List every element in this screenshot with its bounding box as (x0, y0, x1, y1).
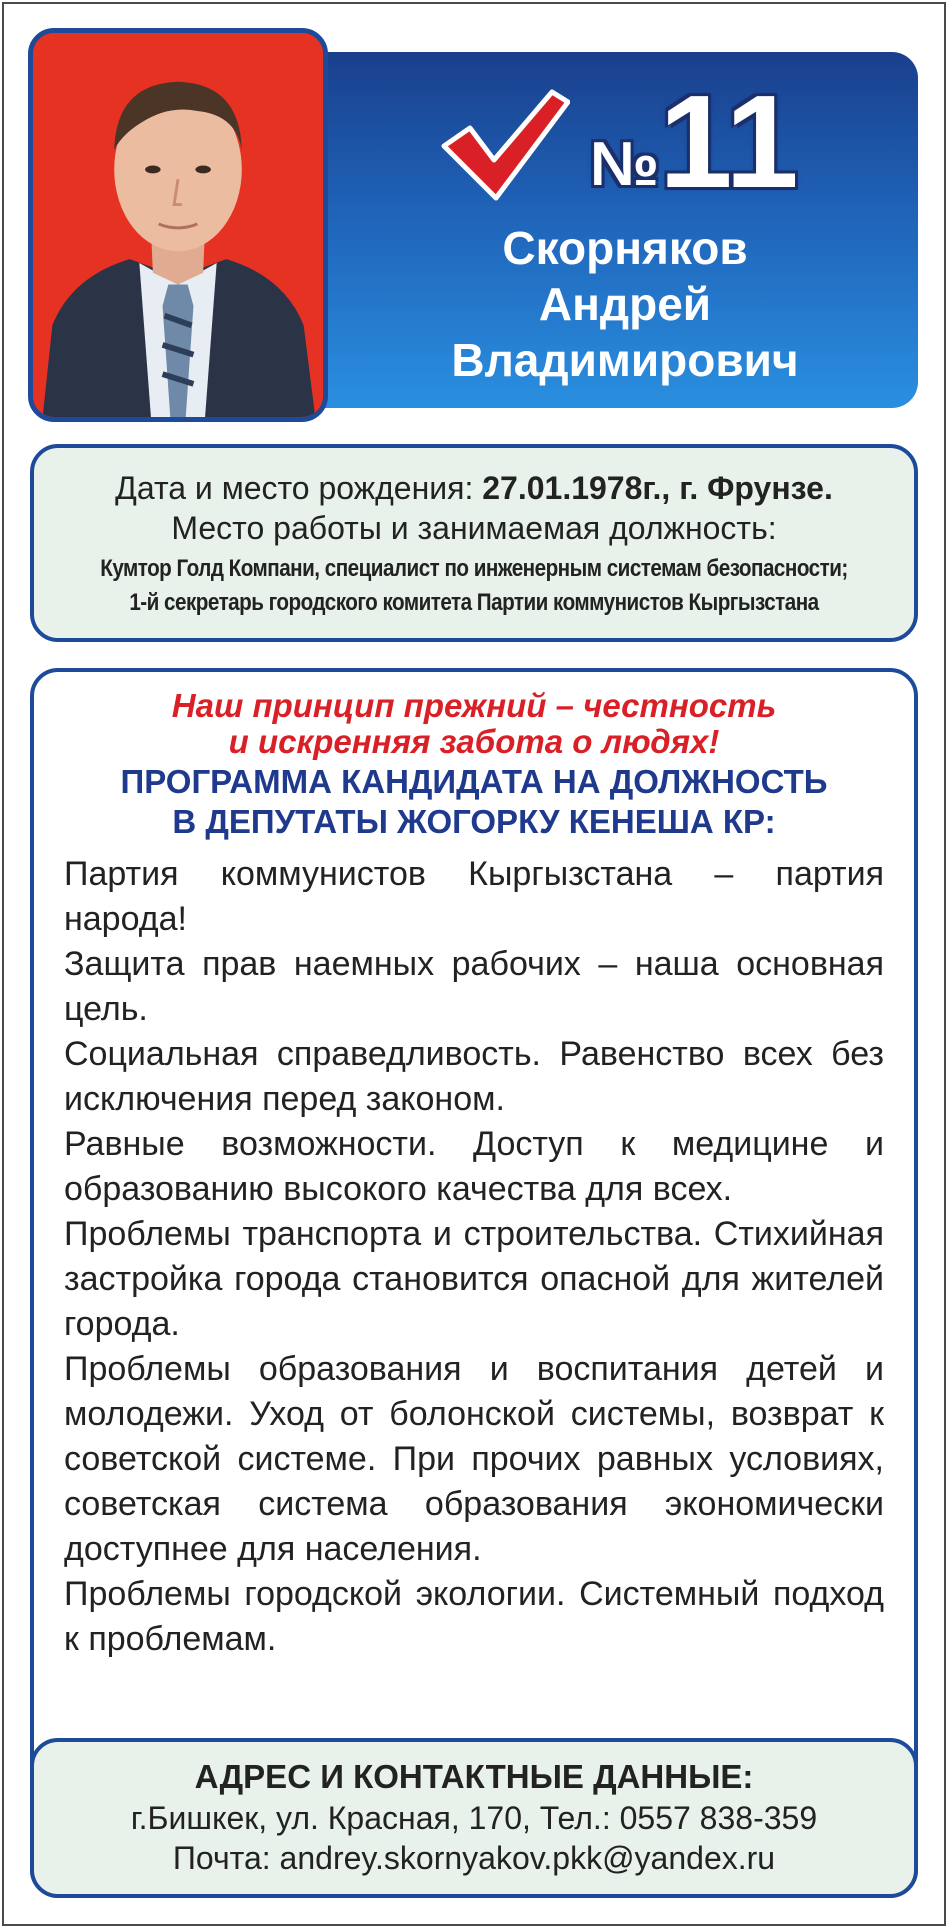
number-value: 11 (659, 68, 799, 215)
program-point: Защита прав наемных рабочих – наша основная цель. (64, 945, 884, 1028)
contact-email: Почта: andrey.skornyakov.pkk@yandex.ru (172, 1840, 776, 1876)
candidate-photo (28, 28, 328, 422)
name-patronymic: Владимирович (451, 334, 799, 386)
slogan-line-1: Наш принцип прежний – честность (171, 687, 777, 724)
birth-line (34, 468, 914, 508)
program-point: Проблемы городской экологии. Системный подход к проблемам. (64, 1575, 884, 1658)
program-point: Проблемы образования и воспитания детей и молодежи. Уход от болонской системы, возврат к советской системе. При прочих равных условиях, советская система образования экономически доступнее для населения. (64, 1350, 884, 1568)
program-point: Социальная справедливость. Равенство всех без исключения перед законом. (64, 1035, 884, 1118)
program-title-line-2: В ДЕПУТАТЫ ЖОГОРКУ КЕНЕША КР: (172, 803, 776, 840)
contact-title: АДРЕС И КОНТАКТНЫЕ ДАННЫЕ: (194, 1758, 754, 1795)
contact-address: г.Бишкек, ул. Красная, 170, Тел.: 0557 838-359 (130, 1800, 818, 1836)
program-title (34, 762, 914, 842)
program-point: Проблемы транспорта и строительства. Стихийная застройка города становится опасной для жителей города. (64, 1215, 884, 1343)
program-point: Партия коммунистов Кыргызстана – партия народа! (64, 855, 884, 938)
program-point: Равные возможности. Доступ к медицине и образованию высокого качества для всех. (64, 1125, 884, 1208)
candidate-name (330, 220, 920, 388)
work-line-1: Кумтор Голд Компани, специалист по инженерным системам безопасности; (100, 555, 848, 582)
program-title-line-1: ПРОГРАММА КАНДИДАТА НА ДОЛЖНОСТЬ (120, 763, 828, 800)
checkmark-icon (440, 88, 570, 203)
slogan (34, 688, 914, 760)
bio-box (30, 444, 918, 642)
birth-value: 27.01.1978г., г. Фрунзе. (482, 470, 833, 506)
slogan-line-2: и искренняя забота о людях! (228, 723, 720, 760)
work-label: Место работы и занимаемая должность: (171, 510, 777, 546)
program-box (30, 668, 918, 1898)
candidate-number (590, 68, 799, 215)
work-line-2: 1-й секретарь городского комитета Партии коммунистов Кыргызстана (129, 589, 819, 616)
birth-label: Дата и место рождения: (115, 470, 474, 506)
name-surname: Скорняков (502, 222, 748, 274)
number-prefix: № (590, 130, 660, 199)
program-points (64, 852, 884, 1662)
contact-box (30, 1738, 918, 1898)
name-first: Андрей (538, 278, 712, 330)
